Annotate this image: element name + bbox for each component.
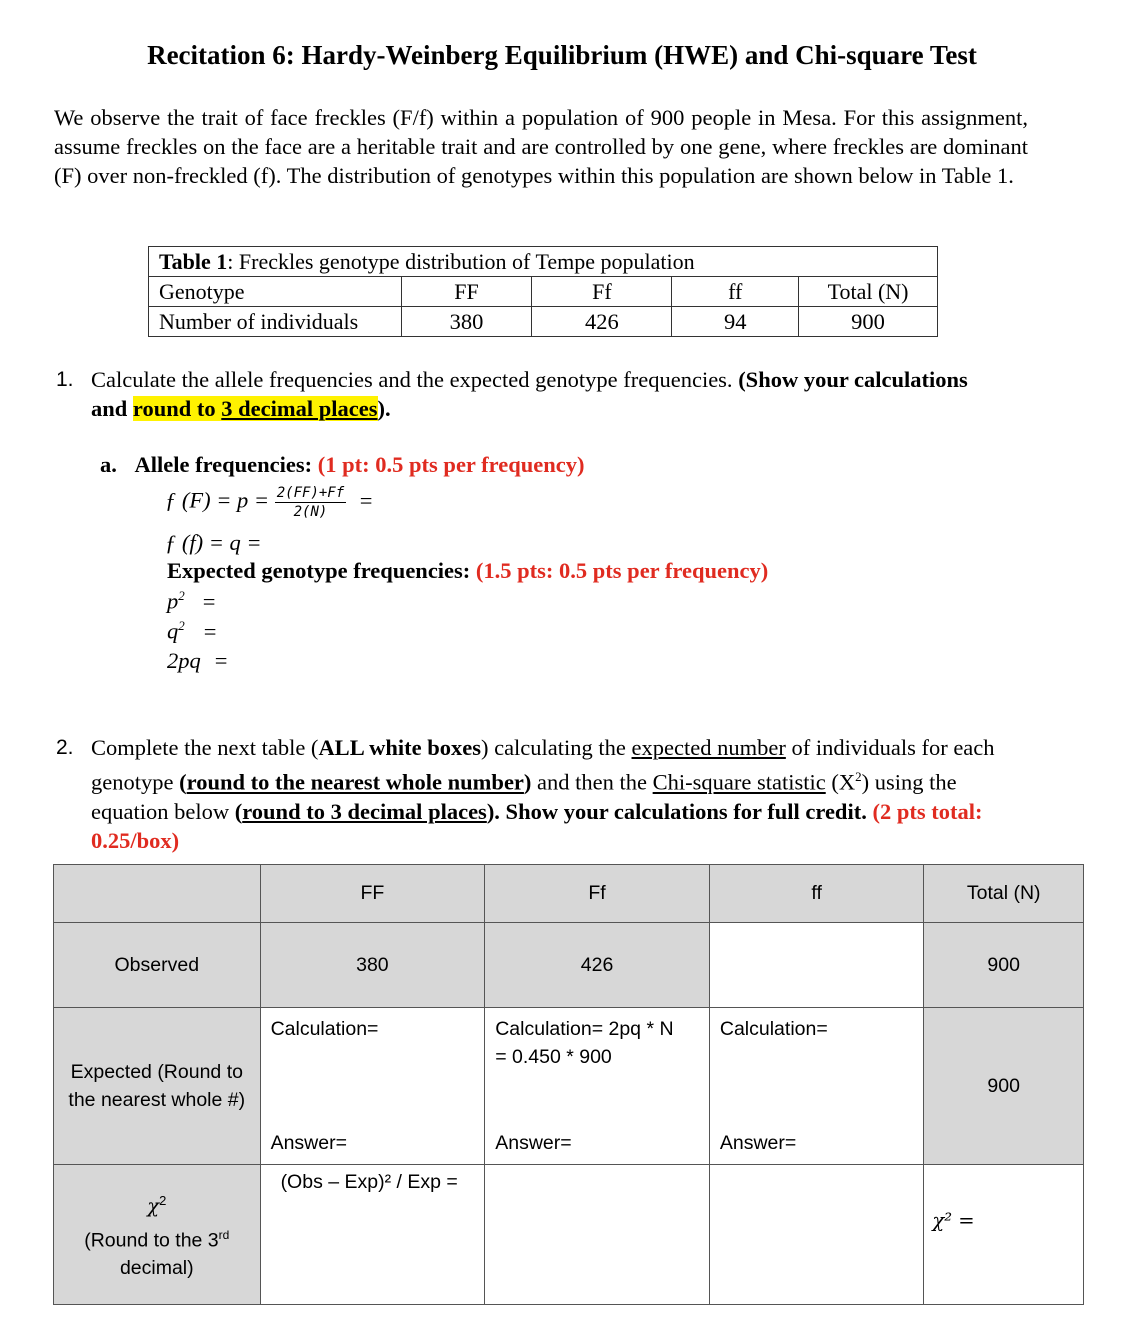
t2-header-blank (54, 865, 261, 923)
q1-highlight-a: round to (132, 396, 222, 421)
genotype-table (148, 246, 938, 337)
q1-text-c: ). (377, 396, 391, 421)
p2-equals: = (202, 588, 216, 614)
q2-t5: (X (825, 769, 856, 795)
question-1-text (91, 365, 991, 423)
t2-expected-FF-input[interactable] (260, 1008, 485, 1165)
q2-t6b: ( (234, 798, 243, 824)
q2-t1: Complete the next table ( (91, 735, 319, 760)
table1-header-ff: ff (672, 277, 799, 307)
t2-expected-FF-calc: Calculation= (270, 1018, 379, 1040)
fF-equals: = (359, 487, 373, 513)
p-label: p (167, 588, 179, 614)
t2-expected-Ff-answer: Answer= (495, 1132, 572, 1154)
t2-expected-ff-answer: Answer= (719, 1132, 797, 1154)
q2-t6bu: round to 3 decimal places (242, 798, 487, 824)
q2-t6c: ). Show your calculations for full credit. (486, 798, 867, 824)
q2-t6: ) using the equation below (91, 769, 957, 824)
fF-formula (165, 485, 373, 520)
table1-cell-total: 900 (799, 307, 938, 337)
table1-cell-ff: 94 (672, 307, 799, 337)
t2-observed-label: Observed (54, 923, 261, 1008)
table1-caption-bold: Table 1 (159, 248, 228, 274)
t2-expected-Ff-calc-2: = 0.450 * 900 (495, 1046, 612, 1068)
chi-round-sup: rd (218, 1227, 230, 1242)
table1-header-total: Total (N) (799, 277, 938, 307)
t2-chi-label (54, 1165, 261, 1305)
chi-round-a: (Round to the 3 (84, 1229, 219, 1251)
q1-text-b: (Show your calculations and (91, 367, 968, 421)
t2-chi-round-b: decimal) (119, 1257, 194, 1279)
p-squared-line: $p^2$ = (167, 588, 216, 614)
ff-formula: ƒ (f) = q = (165, 530, 262, 555)
t2-chi-formula: (Obs – Exp)² / Exp = (280, 1171, 458, 1193)
expected-genotype-heading (167, 558, 768, 584)
q1a-title: Allele frequencies: (134, 452, 318, 477)
q2-t2u: expected number (631, 735, 786, 760)
t2-expected-Ff-input[interactable] (485, 1008, 710, 1165)
t2-chi-FF-input[interactable] (260, 1165, 485, 1305)
table1-caption (149, 247, 938, 277)
q1a-label: a. (100, 452, 117, 477)
chi-square-table (53, 864, 1084, 1305)
t2-header-Ff: Ff (485, 865, 710, 923)
t2-chi-total-label: χ² = (932, 1209, 975, 1232)
table1-cell-FF: 380 (401, 307, 532, 337)
q2-t1b: ALL white boxes (318, 735, 481, 760)
fF-denominator: 2(N) (293, 504, 328, 520)
chi-symbol: χ (147, 1194, 160, 1218)
t2-expected-label: Expected (Round to the nearest whole #) (54, 1008, 261, 1165)
two-pq-equals: = (214, 648, 228, 673)
t2-observed-ff-input[interactable] (709, 923, 924, 1008)
q2-t2: ) calculating the (480, 735, 632, 760)
t2-header-total: Total (N) (924, 865, 1084, 923)
t2-chi-ff-input[interactable] (709, 1165, 924, 1305)
question-2-number: 2. (56, 736, 74, 759)
chi-sup: 2 (159, 1193, 167, 1208)
t2-chi-Ff-input[interactable] (485, 1165, 710, 1305)
q2-t3b: ( (179, 769, 187, 795)
t2-chi-symbol (55, 1187, 259, 1221)
t2-expected-ff-calc: Calculation= (719, 1018, 828, 1040)
fF-numerator: 2(FF)+Ff (276, 485, 345, 501)
q2-t5s: 2 (855, 769, 862, 784)
t2-expected-FF-answer: Answer= (270, 1132, 347, 1154)
t2-header-FF: FF (260, 865, 485, 923)
table1-header-FF: FF (401, 277, 532, 307)
t2-expected-Ff-calc-1: Calculation= 2pq * N (495, 1018, 674, 1040)
page-title: Recitation 6: Hardy-Weinberg Equilibrium (HWE) and Chi-square Test (147, 40, 977, 70)
two-pq-label: 2pq (167, 648, 201, 673)
t2-chi-round-a (55, 1221, 259, 1255)
question-2-text (91, 733, 1036, 855)
two-pq-line (167, 648, 227, 674)
table1-header-Ff: Ff (532, 277, 672, 307)
t2-observed-FF: 380 (260, 923, 485, 1008)
q2-equals: = (203, 618, 217, 644)
t2-observed-total: 900 (924, 923, 1084, 1008)
fF-fraction (275, 485, 346, 520)
q2-t4u: Chi-square statistic (652, 769, 826, 795)
q1a-points: (1 pt: 0.5 pts per frequency) (317, 452, 585, 477)
t2-observed-Ff: 426 (485, 923, 710, 1008)
q-squared-line: $q^2$ = (167, 618, 217, 644)
q-label: q (167, 618, 179, 644)
q2-points: (2 pts total: 0.25/box) (91, 798, 983, 853)
q1-highlight-b: 3 decimal places (221, 396, 378, 421)
q2-t3bu: round to the nearest whole number (186, 769, 524, 795)
question-1 (56, 365, 996, 425)
t2-chi-total-input[interactable] (924, 1165, 1084, 1305)
question-1-number: 1. (56, 368, 74, 391)
q1-text-a: Calculate the allele frequencies and the expected genotype frequencies. (91, 367, 739, 392)
table1-row-label: Number of individuals (149, 307, 402, 337)
q2-t3: of individuals for each genotype (91, 735, 995, 795)
exp-points: (1.5 pts: 0.5 pts per frequency) (475, 558, 769, 583)
q2-t4: and then the (531, 769, 653, 795)
table1-header-genotype: Genotype (149, 277, 402, 307)
t2-header-ff: ff (709, 865, 924, 923)
intro-paragraph: We observe the trait of face freckles (F/f) within a population of 900 people in Mesa. For this assignment, assume freckles on the face are a heritable trait and are controlled by one gene, where freckles are dominant (F) over non-freckled (f). The distribution of genotypes within this population are shown below in Table 1. (54, 105, 1028, 188)
fF-prefix: ƒ (F) = p = (165, 487, 275, 513)
q1a-heading (100, 452, 584, 478)
t2-expected-total: 900 (924, 1008, 1084, 1165)
q2-t3c: ) (523, 769, 532, 795)
table1-caption-rest: : Freckles genotype distribution of Tempe population (227, 248, 695, 274)
table1-cell-Ff: 426 (532, 307, 672, 337)
t2-expected-ff-input[interactable] (709, 1008, 924, 1165)
exp-title: Expected genotype frequencies: (167, 558, 476, 583)
